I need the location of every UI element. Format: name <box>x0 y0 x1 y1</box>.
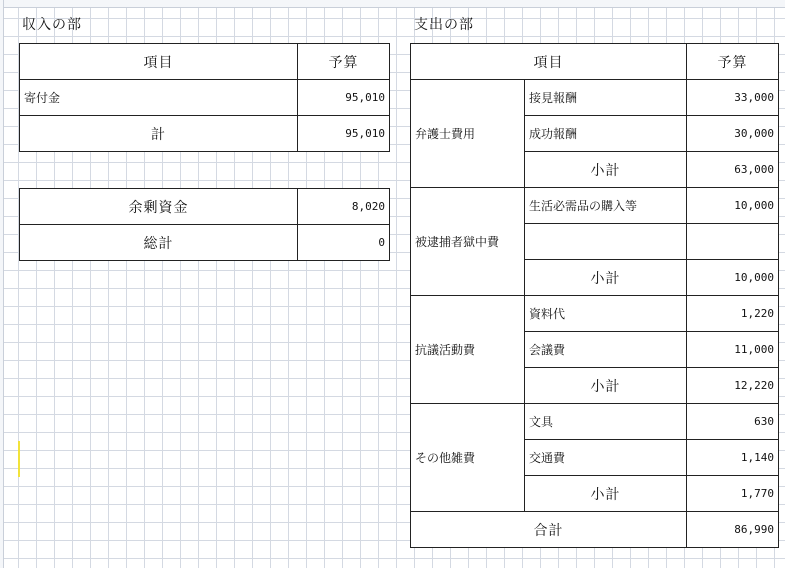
income-subtotal-label[interactable]: 計 <box>20 116 298 152</box>
expense-item-row <box>411 404 779 440</box>
expense-item-row <box>411 296 779 332</box>
expense-item-label[interactable]: 会議費 <box>525 332 687 368</box>
income-subtotal-row <box>20 116 390 152</box>
expense-item-value[interactable]: 30,000 <box>687 116 779 152</box>
grand-total-row <box>20 225 390 261</box>
income-table <box>19 43 390 152</box>
cell-selection-marker <box>18 441 20 477</box>
income-section-title[interactable]: 収入の部 <box>22 17 82 33</box>
expense-subtotal-value[interactable]: 12,220 <box>687 368 779 404</box>
expense-subtotal-value[interactable]: 63,000 <box>687 152 779 188</box>
expense-item-label[interactable]: 生活必需品の購入等 <box>525 188 687 224</box>
expense-total-label[interactable]: 合計 <box>411 512 687 548</box>
surplus-label[interactable]: 余剰資金 <box>20 189 298 225</box>
income-subtotal-value[interactable]: 95,010 <box>298 116 390 152</box>
expense-subtotal-label[interactable]: 小計 <box>525 260 687 296</box>
expense-item-value[interactable]: 33,000 <box>687 80 779 116</box>
income-header-item[interactable]: 項目 <box>20 44 298 80</box>
grand-total-value[interactable]: 0 <box>298 225 390 261</box>
expense-item-label[interactable] <box>525 224 687 260</box>
expense-item-value[interactable]: 11,000 <box>687 332 779 368</box>
expense-item-row <box>411 80 779 116</box>
expense-item-value[interactable]: 1,140 <box>687 440 779 476</box>
income-header-budget[interactable]: 予算 <box>298 44 390 80</box>
expense-section-title[interactable]: 支出の部 <box>414 17 474 33</box>
expense-table <box>410 43 779 548</box>
expense-item-row <box>411 188 779 224</box>
expense-category-cell[interactable]: その他雑費 <box>411 404 525 512</box>
expense-subtotal-label[interactable]: 小計 <box>525 152 687 188</box>
income-summary-table <box>19 188 390 261</box>
row-header-band <box>0 0 4 568</box>
grand-total-label[interactable]: 総計 <box>20 225 298 261</box>
expense-item-value[interactable]: 630 <box>687 404 779 440</box>
expense-item-label[interactable]: 資料代 <box>525 296 687 332</box>
income-row <box>20 80 390 116</box>
surplus-value[interactable]: 8,020 <box>298 189 390 225</box>
expense-subtotal-label[interactable]: 小計 <box>525 368 687 404</box>
expense-item-label[interactable]: 交通費 <box>525 440 687 476</box>
expense-subtotal-label[interactable]: 小計 <box>525 476 687 512</box>
expense-header-item[interactable]: 項目 <box>411 44 687 80</box>
column-header-band <box>0 0 785 8</box>
expense-category-cell[interactable]: 抗議活動費 <box>411 296 525 404</box>
expense-item-value[interactable] <box>687 224 779 260</box>
expense-item-value[interactable]: 10,000 <box>687 188 779 224</box>
expense-item-value[interactable]: 1,220 <box>687 296 779 332</box>
expense-category-cell[interactable]: 弁護士費用 <box>411 80 525 188</box>
expense-item-label[interactable]: 成功報酬 <box>525 116 687 152</box>
expense-total-row <box>411 512 779 548</box>
expense-category-cell[interactable]: 被逮捕者獄中費 <box>411 188 525 296</box>
expense-item-label[interactable]: 接見報酬 <box>525 80 687 116</box>
expense-subtotal-value[interactable]: 10,000 <box>687 260 779 296</box>
expense-total-value[interactable]: 86,990 <box>687 512 779 548</box>
expense-subtotal-value[interactable]: 1,770 <box>687 476 779 512</box>
expense-header-budget[interactable]: 予算 <box>687 44 779 80</box>
surplus-row <box>20 189 390 225</box>
expense-header-row <box>411 44 779 80</box>
expense-item-label[interactable]: 文具 <box>525 404 687 440</box>
income-header-row <box>20 44 390 80</box>
income-row-value[interactable]: 95,010 <box>298 80 390 116</box>
income-row-label[interactable]: 寄付金 <box>20 80 298 116</box>
